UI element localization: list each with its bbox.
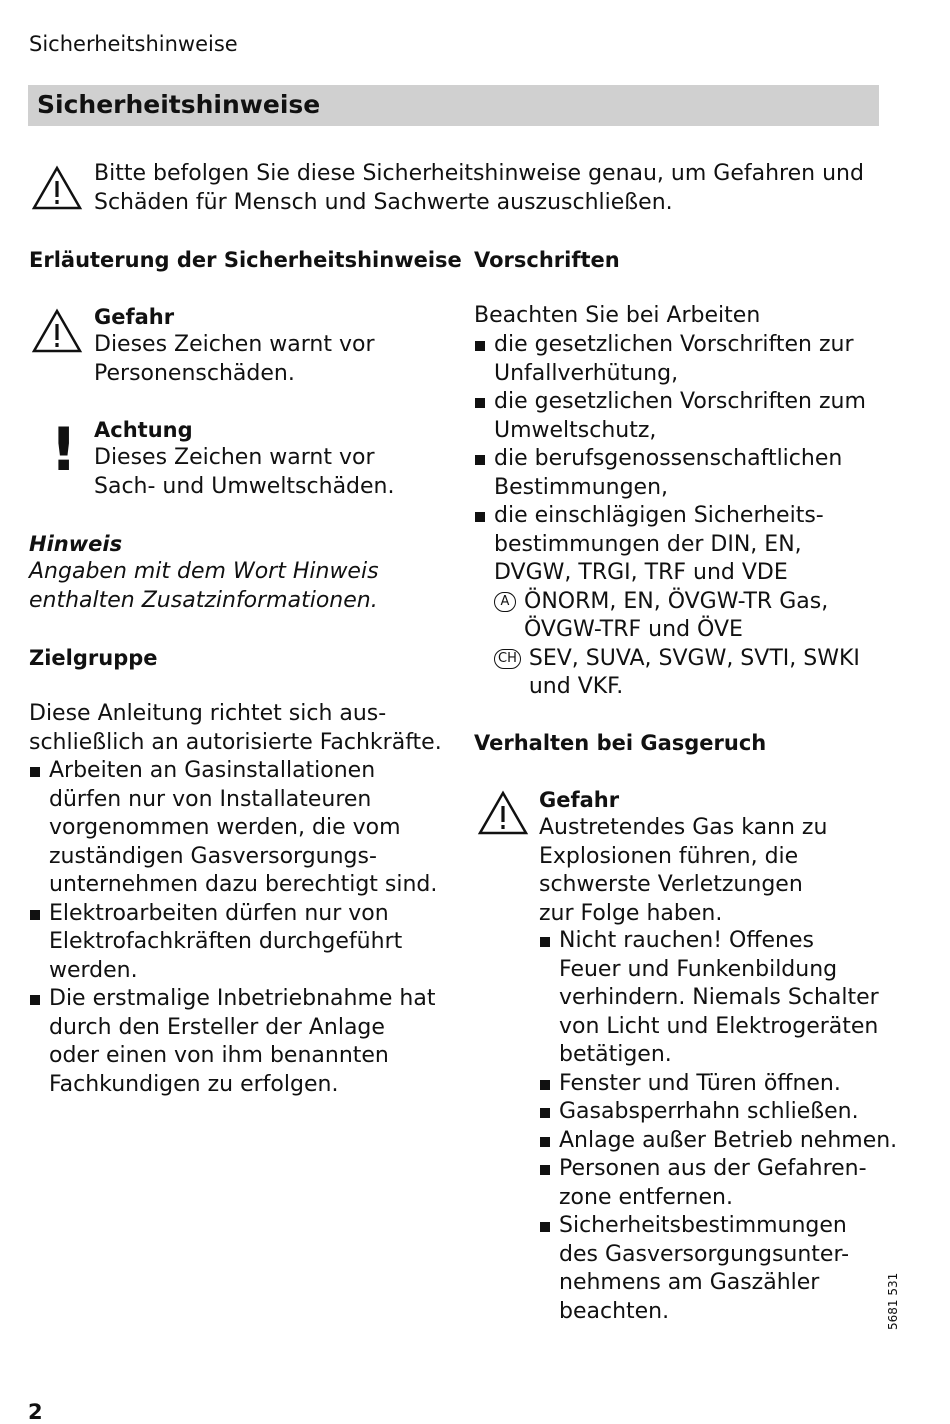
- page-title: Sicherheitshinweise: [37, 90, 321, 119]
- list-item: die gesetzlichen Vorschriften zum Umweltschutz,: [475, 388, 895, 445]
- bullet-square-icon: [540, 937, 550, 947]
- bullet-square-icon: [30, 767, 40, 777]
- warning-triangle-icon: [31, 165, 83, 211]
- bullet-square-icon: [540, 1108, 550, 1118]
- bullet-square-icon: [475, 512, 485, 522]
- document-number: 5681 531: [886, 1272, 900, 1330]
- intro-text: Bitte befolgen Sie diese Sicherheitshinweise genau, um Gefahren und Schäden für Mensch und Sachwerte auszuschließen.: [94, 161, 864, 215]
- country-item-switzerland: CH SEV, SUVA, SVGW, SVTI, SWKI und VKF.: [494, 645, 895, 702]
- section-title-bar: [28, 85, 879, 126]
- caution-text: Dieses Zeichen warnt vor Sach- und Umweltschäden.: [94, 445, 395, 499]
- list-item: die berufsgenossenschaftlichen Bestimmungen,: [475, 445, 895, 502]
- country-badge-icon: A: [494, 592, 516, 612]
- target-group-heading: Zielgruppe: [29, 646, 158, 670]
- caution-title: Achtung: [94, 418, 193, 442]
- list-item: die gesetzlichen Vorschriften zur Unfallverhütung,: [475, 331, 895, 388]
- bullet-square-icon: [30, 995, 40, 1005]
- gas-smell-list: [540, 927, 900, 1330]
- note-text: Angaben mit dem Wort Hinweis enthalten Zusatzinformationen.: [29, 559, 379, 613]
- list-item: Fenster und Türen öffnen.: [540, 1070, 900, 1099]
- bullet-square-icon: [475, 341, 485, 351]
- note-title: Hinweis: [29, 532, 123, 556]
- page-number: 2: [28, 1400, 43, 1424]
- country-item-austria: A ÖNORM, EN, ÖVGW-TR Gas, ÖVGW-TRF und ÖVE: [494, 588, 895, 645]
- list-item: Personen aus der Gefahren- zone entfernen.: [540, 1155, 900, 1212]
- bullet-square-icon: [540, 1137, 550, 1147]
- regulations-list: [475, 331, 895, 702]
- bullet-square-icon: [540, 1222, 550, 1232]
- exclamation-icon: !: [50, 415, 78, 485]
- country-list: [494, 588, 895, 702]
- warning-triangle-icon: [477, 790, 529, 836]
- bullet-square-icon: [30, 910, 40, 920]
- list-item: Nicht rauchen! Offenes Feuer und Funkenbildung verhindern. Niemals Schalter von Licht und Elektrogeräten betätigen.: [540, 927, 900, 1070]
- regulations-intro: Beachten Sie bei Arbeiten: [474, 303, 761, 328]
- target-group-list: [30, 757, 450, 1099]
- bullet-square-icon: [540, 1080, 550, 1090]
- list-item: Elektroarbeiten dürfen nur von Elektrofachkräften durchgeführt werden.: [30, 900, 450, 986]
- gas-smell-heading: Verhalten bei Gasgeruch: [474, 731, 767, 755]
- explanation-heading: Erläuterung der Sicherheitshinweise: [29, 248, 462, 272]
- bullet-square-icon: [475, 398, 485, 408]
- list-item: Anlage außer Betrieb nehmen.: [540, 1127, 900, 1156]
- bullet-square-icon: [540, 1165, 550, 1175]
- danger-title: Gefahr: [94, 305, 175, 329]
- list-item: Die erstmalige Inbetriebnahme hat durch den Ersteller der Anlage oder einen von ihm benannten Fachkundigen zu erfolgen.: [30, 985, 450, 1099]
- gas-danger-text: Austretendes Gas kann zu Explosionen führen, die schwerste Verletzungen zur Folge haben.: [539, 815, 828, 926]
- running-head: Sicherheitshinweise: [29, 32, 238, 56]
- danger-text: Dieses Zeichen warnt vor Personenschäden.: [94, 332, 375, 386]
- country-badge-icon: CH: [494, 649, 521, 669]
- list-item: die einschlägigen Sicherheits- bestimmungen der DIN, EN, DVGW, TRGI, TRF und VDE: [475, 502, 895, 588]
- regulations-heading: Vorschriften: [474, 248, 620, 272]
- list-item: Gasabsperrhahn schließen.: [540, 1098, 900, 1127]
- gas-danger-title: Gefahr: [539, 788, 620, 812]
- target-group-intro: Diese Anleitung richtet sich aus- schließlich an autorisierte Fachkräfte.: [29, 701, 442, 755]
- list-item: Sicherheitsbestimmungen des Gasversorgungsunter- nehmens am Gaszähler beachten.: [540, 1212, 900, 1326]
- list-item: Arbeiten an Gasinstallationen dürfen nur von Installateuren vorgenommen werden, die vom zuständigen Gasversorgungs- unternehmen dazu berechtigt sind.: [30, 757, 450, 900]
- warning-triangle-icon: [31, 308, 83, 354]
- bullet-square-icon: [475, 455, 485, 465]
